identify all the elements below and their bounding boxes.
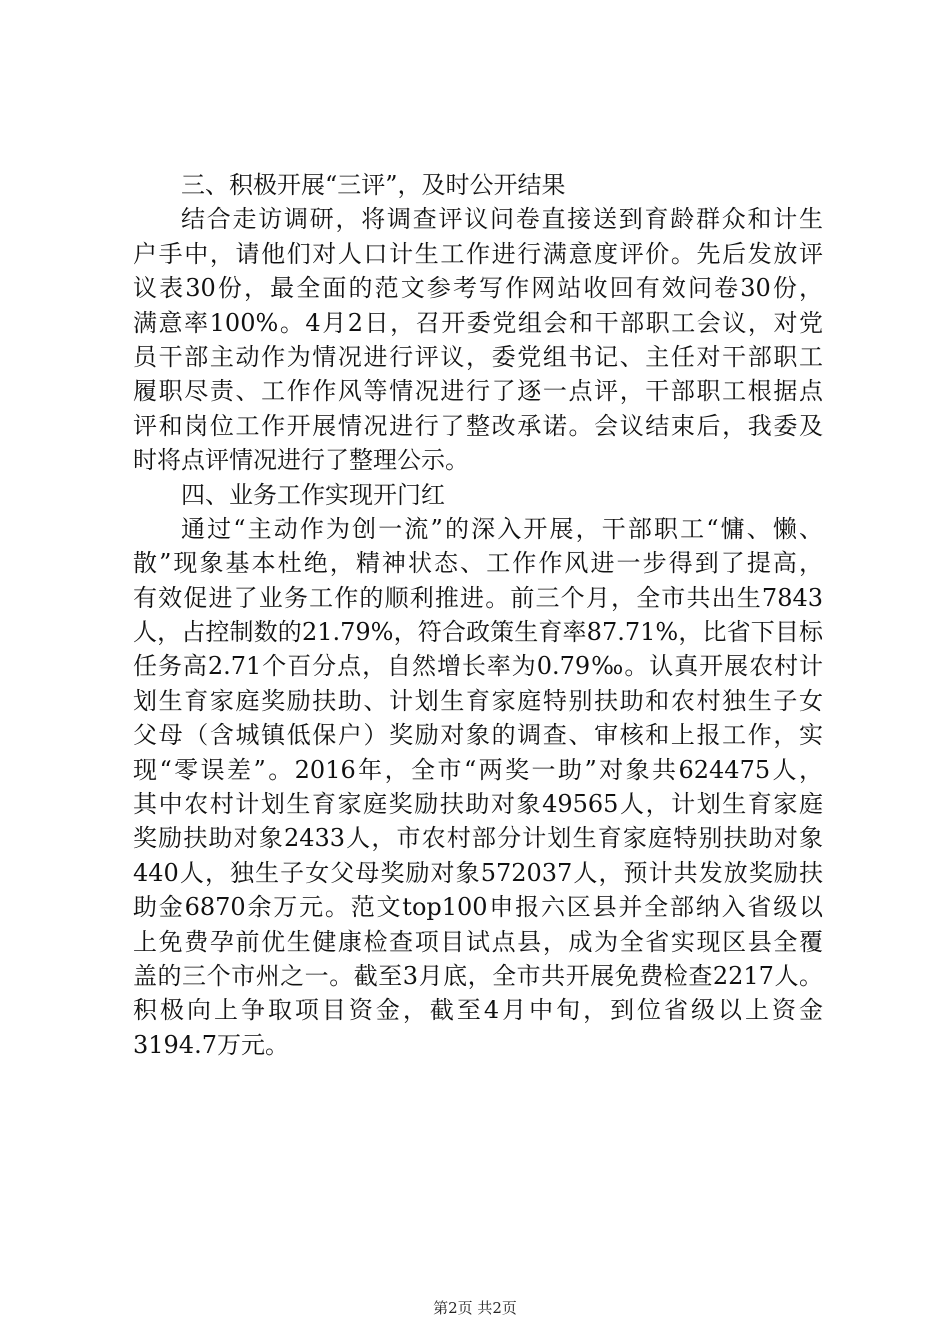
text-line: 助金6870余万元。范文top100申报六区县并全部纳入省级以 <box>133 893 823 922</box>
text-line: 有效促进了业务工作的顺利推进。前三个月，全市共出生7843 <box>133 583 823 612</box>
text-line: 满意率100%。4月2日，召开委党组会和干部职工会议，对党 <box>133 308 823 337</box>
text-line: 3194.7万元。 <box>133 1030 289 1059</box>
text-line: 盖的三个市州之一。截至3月底，全市共开展免费检查2217人。 <box>133 961 823 990</box>
page-footer: 第2页 共2页 <box>433 1299 517 1317</box>
text-line: 议表30份，最全面的范文参考写作网站收回有效问卷30份， <box>133 274 823 303</box>
text-line: 三、积极开展“三评”，及时公开结果 <box>181 171 566 199</box>
text-line: 440人，独生子女父母奖励对象572037人，预计共发放奖励扶 <box>133 858 823 887</box>
text-line: 父母（含城镇低保户）奖励对象的调查、审核和上报工作，实 <box>133 721 823 750</box>
text-line: 通过“主动作为创一流”的深入开展，干部职工“慵、懒、 <box>181 514 823 543</box>
text-line: 其中农村计划生育家庭奖励扶助对象49565人，计划生育家庭 <box>133 790 823 819</box>
text-line: 现“零误差”。2016年，全市“两奖一助”对象共624475人， <box>133 755 823 784</box>
text-line: 划生育家庭奖励扶助、计划生育家庭特别扶助和农村独生子女 <box>133 686 823 715</box>
text-line: 散”现象基本杜绝，精神状态、工作作风进一步得到了提高， <box>133 549 823 578</box>
text-line: 积极向上争取项目资金，截至4月中旬，到位省级以上资金 <box>133 996 823 1025</box>
text-line: 员干部主动作为情况进行评议，委党组书记、主任对干部职工 <box>133 342 823 371</box>
text-line: 时将点评情况进行了整理公示。 <box>133 446 469 475</box>
text-line: 评和岗位工作开展情况进行了整改承诺。会议结束后，我委及 <box>133 411 823 440</box>
text-line: 人，占控制数的21.79%，符合政策生育率87.71%，比省下目标 <box>133 618 823 647</box>
text-line: 户手中，请他们对人口计生工作进行满意度评价。先后发放评 <box>133 239 823 268</box>
document-body <box>133 168 823 1062</box>
text-line: 奖励扶助对象2433人，市农村部分计划生育家庭特别扶助对象 <box>133 824 823 853</box>
text-line: 履职尽责、工作作风等情况进行了逐一点评，干部职工根据点 <box>133 377 823 406</box>
text-line: 结合走访调研，将调查评议问卷直接送到育龄群众和计生 <box>181 205 823 234</box>
text-line: 四、业务工作实现开门红 <box>181 480 445 509</box>
text-line: 任务高2.71个百分点，自然增长率为0.79‰。认真开展农村计 <box>133 652 823 681</box>
text-line: 上免费孕前优生健康检查项目试点县，成为全省实现区县全覆 <box>133 927 823 956</box>
